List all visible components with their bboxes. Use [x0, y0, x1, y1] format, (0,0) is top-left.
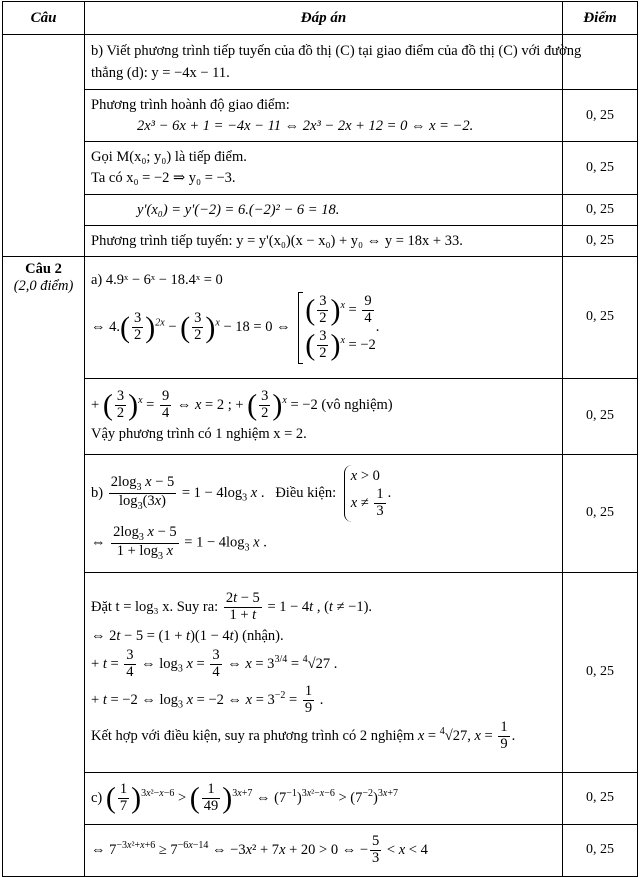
- table-row: [3, 256, 638, 378]
- answer-cell: [85, 256, 563, 378]
- cau-cell-2: [3, 256, 85, 876]
- table-row: [3, 772, 638, 824]
- header-row: [3, 2, 638, 35]
- answer-cell: [85, 378, 563, 454]
- answer-cell: [85, 572, 563, 772]
- score-cell: 0, 25: [563, 225, 638, 256]
- answer-cell: [85, 90, 563, 142]
- table-row: [3, 378, 638, 454]
- answer-cell: [85, 194, 563, 225]
- formula-line: ⇔ 4.( $\frac{3}{2}$ )$^{2x}$ − ( $\frac{3}{2}$ )$^x$ − 18 = 0 ⇔ ( $\frac{3}{2}$ )$^x$ = $\frac{9}{4}$ ( $\frac{3}{2}$ )$^x$ = −2 .: [91, 292, 556, 364]
- table-row: [3, 90, 638, 142]
- answer-cell: [85, 35, 582, 90]
- answer-table: [2, 1, 638, 877]
- table-row: [3, 572, 638, 772]
- cau-label: Câu 2: [25, 260, 62, 277]
- cau-points: (2,0 điểm): [13, 277, 74, 294]
- answer-line: 2x³ − 6x + 1 = −4x − 11 ⇔ 2x³ − 2x + 12 = 0 ⇔ x = −2.: [137, 118, 474, 135]
- condition-label: Điều kiện:: [275, 484, 337, 501]
- score-cell: 0, 25: [563, 378, 638, 454]
- answer-cell: [85, 454, 563, 572]
- score-cell: 0, 25: [563, 772, 638, 824]
- table-row: [3, 225, 638, 256]
- score-cell: 0, 25: [563, 824, 638, 876]
- substitution-label: Đặt t = log₃ x. Suy ra:: [91, 599, 219, 616]
- answer-line: Ta có x₀ = −2 ⇒ y₀ = −3.: [91, 170, 236, 187]
- table-row: [3, 824, 638, 876]
- answer-line: y'(x₀) = y'(−2) = 6.(−2)² − 6 = 18.: [137, 201, 340, 218]
- score-cell: 0, 25: [563, 142, 638, 194]
- formula-line: + ( $\frac{3}{2}$ )$^x$ = $\frac{9}{4}$ ⇔ x = 2 ; + ( $\frac{3}{2}$ )$^x$ = −2 (vô nghiệm): [91, 388, 393, 422]
- table-row: [3, 454, 638, 572]
- header-dap-an: Đáp án: [85, 2, 563, 35]
- formula-line: ⇔ 2t − 5 = (1 + t)(1 − 4t) (nhận).: [91, 628, 284, 645]
- table-row: [3, 142, 638, 194]
- no-solution-label: (vô nghiệm): [321, 397, 393, 414]
- accepted-label: (nhận).: [242, 628, 284, 645]
- score-cell: 0, 25: [563, 90, 638, 142]
- formula-line: Kết hợp với điều kiện, suy ra phương trình có 2 nghiệm x = $^4$√27, x = $\frac{1}{9}$ .: [91, 719, 516, 753]
- part-label: c): [91, 789, 103, 806]
- formula-line: ⇔ $7^{-3x^2+x+6} \ge 7^{-6x-14}$ ⇔ −3x² + 7x + 20 > 0 ⇔ − $\frac{5}{3}$ < x < 4: [91, 832, 428, 866]
- conclusion-label: Kết hợp với điều kiện, suy ra phương trình có 2 nghiệm: [91, 727, 415, 744]
- answer-line: Gọi M(x₀; y₀) là tiếp điểm.: [91, 149, 247, 166]
- header-cau: Câu: [3, 2, 85, 35]
- answer-line: Phương trình tiếp tuyến: y = y'(x₀)(x − x₀) + y₀ ⇔ y = 18x + 33.: [91, 232, 463, 249]
- cau-cell-1: [3, 35, 85, 257]
- answer-line: Phương trình hoành độ giao điểm:: [91, 97, 290, 113]
- answer-cell: [85, 225, 563, 256]
- score-cell: 0, 25: [563, 572, 638, 772]
- score-cell: 0, 25: [563, 454, 638, 572]
- answer-line: thẳng (d): y = −4x − 11.: [91, 64, 230, 81]
- answer-line: a) 4.9ˣ − 6ˣ − 18.4ˣ = 0: [91, 271, 223, 288]
- score-cell: 0, 25: [563, 256, 638, 378]
- answer-line: Vậy phương trình có 1 nghiệm x = 2.: [91, 426, 307, 443]
- formula-line: + t = $\frac{3}{4}$ ⇔ $\log_3 x$ = $\frac{3}{4}$ ⇔ $x = 3^{3/4} = ^4√27$ .: [91, 647, 338, 681]
- formula-line: c) ( $\frac{1}{7}$ )$^{3x^2-x-6}$ > ( $\frac{1}{49}$ )$^{3x+7}$ ⇔ $(7^{-1})^{3x^2-x-6} > (7^{-2})^{3x+7}$: [91, 780, 398, 815]
- answer-line: b) Viết phương trình tiếp tuyến của đồ thị (C) tại giao điểm của đồ thị (C) với đường: [91, 43, 582, 60]
- formula-line: ⇔ $\frac{2\log_3 x - 5}{1 + \log_3 x}$ = $1 - 4\log_3$ x .: [91, 523, 267, 562]
- score-cell: 0, 25: [563, 194, 638, 225]
- table-row: [3, 194, 638, 225]
- header-diem: Điểm: [563, 2, 638, 35]
- answer-cell: [85, 824, 563, 876]
- answer-cell: [85, 772, 563, 824]
- answer-cell: [85, 142, 563, 194]
- table-row: [3, 35, 638, 90]
- formula-line: + t = −2 ⇔ $\log_3 x = -2$ ⇔ $x = 3^{-2}$ = $\frac{1}{9}$ .: [91, 683, 324, 717]
- formula-line: Đặt t = log₃ x. Suy ra: $\frac{2t - 5}{1 + t}$ = 1 − 4t , (t ≠ −1).: [91, 590, 373, 624]
- formula-line: b) $\frac{2\log_3 x - 5}{\log_3(3x)}$ = $1 - 4\log_3$ x . Điều kiện: x > 0 x ≠ $\frac{1}{3}$ .: [91, 465, 556, 522]
